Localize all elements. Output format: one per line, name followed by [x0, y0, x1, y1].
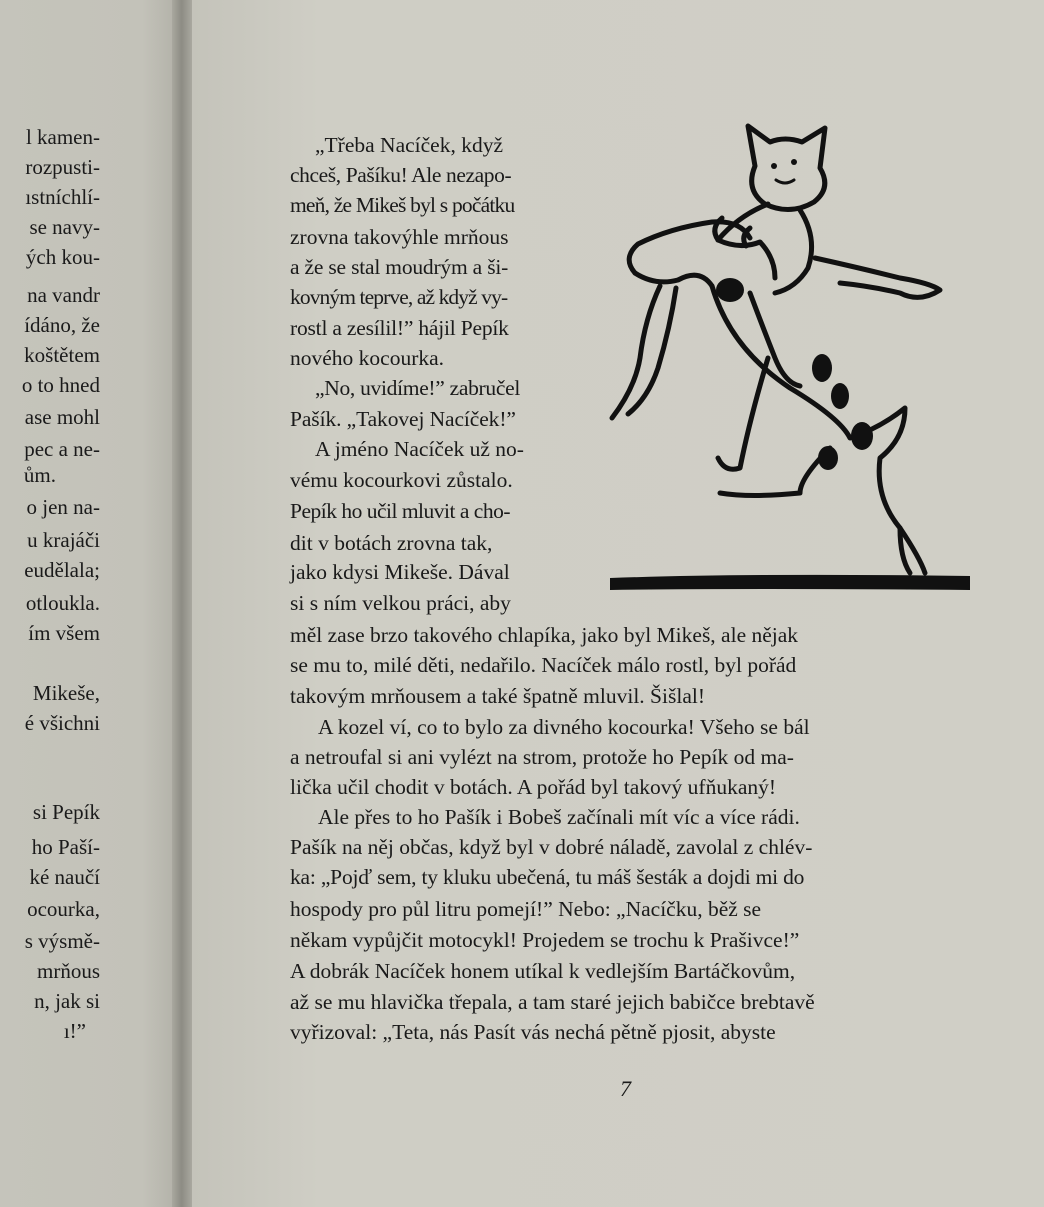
- left-line: é všichni: [24, 711, 100, 735]
- text-line: nového kocourka.: [290, 346, 445, 370]
- left-line: ıstníchlí-: [25, 185, 100, 209]
- text-line: hospody pro půl litru pomejí!” Nebo: „Nacíčku, běž se: [290, 897, 762, 921]
- text-line: Pašík. „Takovej Nacíček!”: [290, 407, 516, 431]
- text-line: lička učil chodit v botách. A pořád byl takový ufňukaný!: [290, 775, 777, 799]
- left-line: l kamen-: [25, 125, 100, 149]
- goat-head-outline: [629, 222, 750, 273]
- text-line: A dobrák Nacíček honem utíkal k vedlejším Bartáčkovům,: [290, 959, 796, 983]
- text-line: takovým mrňousem a také špatně mluvil. Šišlal!: [290, 684, 705, 708]
- page-number: 7: [620, 1076, 631, 1101]
- text-line: a že se stal moudrým a ši-: [290, 255, 509, 279]
- left-line: pec a ne-: [24, 437, 100, 461]
- goat-ear: [815, 258, 940, 297]
- text-line: A kozel ví, co to bylo za divného kocourka! Všeho se bál: [318, 715, 810, 739]
- left-line: ho Paší-: [31, 835, 100, 859]
- text-line: Ale přes to ho Pašík i Bobeš začínali mít víc a více rádi.: [318, 805, 800, 829]
- text-line: meň, že Mikeš byl s počátku: [290, 193, 515, 217]
- left-line: ídáno, že: [24, 313, 100, 337]
- goat-spots: [716, 278, 873, 470]
- left-line: s výsmě-: [24, 929, 100, 953]
- text-line: dit v botách zrovna tak,: [290, 531, 493, 555]
- left-line: ých kou-: [25, 245, 100, 269]
- left-line: se navy-: [29, 215, 100, 239]
- left-line: ocourka,: [27, 897, 100, 921]
- left-line: ím všem: [28, 621, 100, 645]
- left-line: ase mohl: [24, 405, 100, 429]
- text-line: chceš, Pašíku! Ale nezapo-: [290, 163, 512, 187]
- left-line: eudělala;: [24, 558, 100, 582]
- text-line: „No, uvidíme!” zabručel: [315, 376, 521, 400]
- left-line: si Pepík: [32, 800, 100, 824]
- text-line: Pepík ho učil mluvit a cho-: [290, 499, 510, 523]
- left-line: o jen na-: [26, 495, 100, 519]
- left-line: otloukla.: [25, 591, 100, 615]
- text-line: zrovna takovýhle mrňous: [290, 225, 509, 249]
- left-line: o to hned: [21, 373, 100, 397]
- goat-beard: [612, 286, 660, 418]
- left-line: ké naučí: [29, 865, 100, 889]
- left-line: mrňous: [37, 959, 100, 983]
- left-line: u krajáči: [27, 528, 100, 552]
- text-line: vému kocourkovi zůstalo.: [290, 468, 513, 492]
- text-line: někam vypůjčit motocykl! Projedem se trochu k Prašivce!”: [290, 928, 800, 952]
- text-line: měl zase brzo takového chlapíka, jako byl Mikeš, ale nějak: [290, 623, 799, 647]
- text-line: kovným teprve, až když vy-: [290, 285, 508, 309]
- text-line: až se mu hlavička třepala, a tam staré jejich babičce brebtavě: [290, 990, 815, 1014]
- text-line: A jméno Nacíček už no-: [315, 437, 524, 461]
- left-line: n, jak si: [34, 989, 100, 1013]
- goat-body-outline: [712, 286, 925, 573]
- text-line: ka: „Pojď sem, ty kluku ubečená, tu máš šesták a dojdi mi do: [290, 865, 805, 889]
- text-line: Pašík na něj občas, když byl v dobré náladě, zavolal z chlév-: [290, 835, 813, 859]
- left-line: na vandr: [27, 283, 100, 307]
- ground-line: [610, 575, 970, 590]
- text-line: vyřizoval: „Teta, nás Pasít vás nechá pětně pjosit, abyste: [290, 1020, 776, 1044]
- left-line: koštětem: [24, 343, 100, 367]
- text-line: se mu to, milé děti, nedařilo. Nacíček málo rostl, byl pořád: [290, 653, 797, 677]
- left-line: Mikeše,: [32, 681, 100, 705]
- kitten-riding-goat-illustration: [600, 118, 980, 608]
- cat-head-outline: [748, 126, 825, 210]
- text-line: si s ním velkou práci, aby: [290, 591, 511, 615]
- left-line: rozpusti-: [25, 155, 100, 179]
- text-line: „Třeba Nacíček, když: [315, 133, 504, 157]
- text-line: a netroufal si ani vylézt na strom, protože ho Pepík od ma-: [290, 745, 794, 769]
- text-line: jako kdysi Mikeše. Dával: [290, 560, 510, 584]
- left-line: ům.: [23, 463, 56, 487]
- text-line: rostl a zesílil!” hájil Pepík: [290, 316, 509, 340]
- left-line: ı!”: [63, 1019, 86, 1043]
